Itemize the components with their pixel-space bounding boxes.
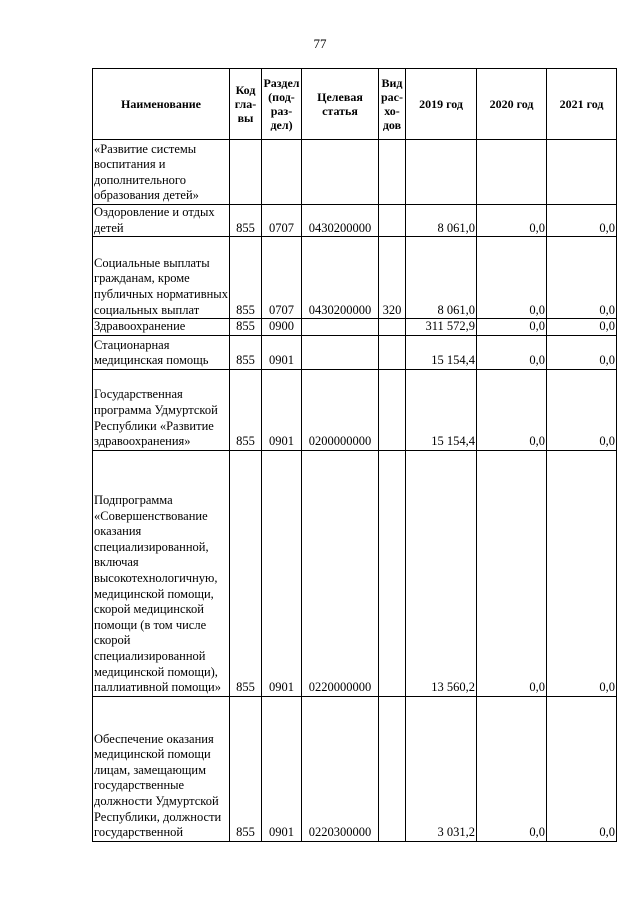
row-target bbox=[302, 335, 379, 369]
table-row bbox=[93, 696, 617, 841]
row-expense-type bbox=[379, 319, 406, 336]
row-2020: 0,0 bbox=[477, 319, 547, 336]
row-chapter: 855 bbox=[230, 369, 262, 450]
row-name: Стационарная медицинская помощь bbox=[93, 335, 230, 369]
header-2020: 2020 год bbox=[477, 69, 547, 140]
row-2019: 8 061,0 bbox=[406, 237, 477, 319]
row-name: Государственная программа Удмуртской Республики «Развитие здравоохранения» bbox=[93, 369, 230, 450]
page-number: 77 bbox=[313, 36, 327, 51]
row-chapter bbox=[230, 140, 262, 205]
row-2019: 15 154,4 bbox=[406, 369, 477, 450]
row-expense-type bbox=[379, 335, 406, 369]
row-2021: 0,0 bbox=[547, 205, 617, 237]
row-section: 0901 bbox=[262, 450, 302, 696]
row-2021: 0,0 bbox=[547, 369, 617, 450]
row-2020: 0,0 bbox=[477, 237, 547, 319]
table-row bbox=[93, 369, 617, 450]
row-name: Подпрограмма «Совершенствование оказания специализированной, включая высокотехнологичную, медицинской помощи, скорой медицинской помощи (в том числе скорой специализированной медицинской помощи), паллиативной помощи» bbox=[93, 450, 230, 696]
row-2020: 0,0 bbox=[477, 369, 547, 450]
table-row bbox=[93, 319, 617, 336]
row-target bbox=[302, 319, 379, 336]
row-section: 0707 bbox=[262, 205, 302, 237]
row-chapter: 855 bbox=[230, 237, 262, 319]
row-expense-type bbox=[379, 369, 406, 450]
row-target: 0220000000 bbox=[302, 450, 379, 696]
table-row bbox=[93, 205, 617, 237]
row-chapter: 855 bbox=[230, 319, 262, 336]
row-expense-type: 320 bbox=[379, 237, 406, 319]
row-2020: 0,0 bbox=[477, 335, 547, 369]
row-target bbox=[302, 140, 379, 205]
row-expense-type bbox=[379, 140, 406, 205]
row-section: 0901 bbox=[262, 335, 302, 369]
row-name: Здравоохранение bbox=[93, 319, 230, 336]
row-chapter: 855 bbox=[230, 696, 262, 841]
row-2019: 15 154,4 bbox=[406, 335, 477, 369]
header-chapter: Код гла-вы bbox=[230, 69, 262, 140]
row-target: 0220300000 bbox=[302, 696, 379, 841]
row-name: Социальные выплаты гражданам, кроме публичных нормативных социальных выплат bbox=[93, 237, 230, 319]
table-row bbox=[93, 140, 617, 205]
row-expense-type bbox=[379, 205, 406, 237]
row-2021: 0,0 bbox=[547, 696, 617, 841]
row-2021: 0,0 bbox=[547, 335, 617, 369]
table-row bbox=[93, 237, 617, 319]
header-target: Целевая статья bbox=[302, 69, 379, 140]
row-section: 0901 bbox=[262, 696, 302, 841]
row-2020: 0,0 bbox=[477, 696, 547, 841]
row-name: «Развитие системы воспитания и дополнительного образования детей» bbox=[93, 140, 230, 205]
row-2020 bbox=[477, 140, 547, 205]
row-2021 bbox=[547, 140, 617, 205]
header-2019: 2019 год bbox=[406, 69, 477, 140]
row-chapter: 855 bbox=[230, 450, 262, 696]
row-2019 bbox=[406, 140, 477, 205]
header-name: Наименование bbox=[93, 69, 230, 140]
row-target: 0430200000 bbox=[302, 205, 379, 237]
row-name: Оздоровление и отдых детей bbox=[93, 205, 230, 237]
budget-table bbox=[92, 68, 617, 842]
header-expense-type: Вид рас-хо-дов bbox=[379, 69, 406, 140]
row-2019: 13 560,2 bbox=[406, 450, 477, 696]
row-2020: 0,0 bbox=[477, 205, 547, 237]
row-chapter: 855 bbox=[230, 205, 262, 237]
row-2019: 8 061,0 bbox=[406, 205, 477, 237]
row-target: 0430200000 bbox=[302, 237, 379, 319]
header-row bbox=[93, 69, 617, 140]
table-row bbox=[93, 450, 617, 696]
row-chapter: 855 bbox=[230, 335, 262, 369]
row-expense-type bbox=[379, 696, 406, 841]
header-2021: 2021 год bbox=[547, 69, 617, 140]
row-section: 0901 bbox=[262, 369, 302, 450]
row-section bbox=[262, 140, 302, 205]
row-section: 0707 bbox=[262, 237, 302, 319]
row-2021: 0,0 bbox=[547, 237, 617, 319]
row-2021: 0,0 bbox=[547, 319, 617, 336]
header-section: Раздел (под-раз-дел) bbox=[262, 69, 302, 140]
row-name: Обеспечение оказания медицинской помощи лицам, замещающим государственные должности Удмуртской Республики, должности государственной bbox=[93, 696, 230, 841]
table-row bbox=[93, 335, 617, 369]
row-section: 0900 bbox=[262, 319, 302, 336]
row-expense-type bbox=[379, 450, 406, 696]
row-2021: 0,0 bbox=[547, 450, 617, 696]
row-target: 0200000000 bbox=[302, 369, 379, 450]
row-2019: 311 572,9 bbox=[406, 319, 477, 336]
row-2020: 0,0 bbox=[477, 450, 547, 696]
row-2019: 3 031,2 bbox=[406, 696, 477, 841]
